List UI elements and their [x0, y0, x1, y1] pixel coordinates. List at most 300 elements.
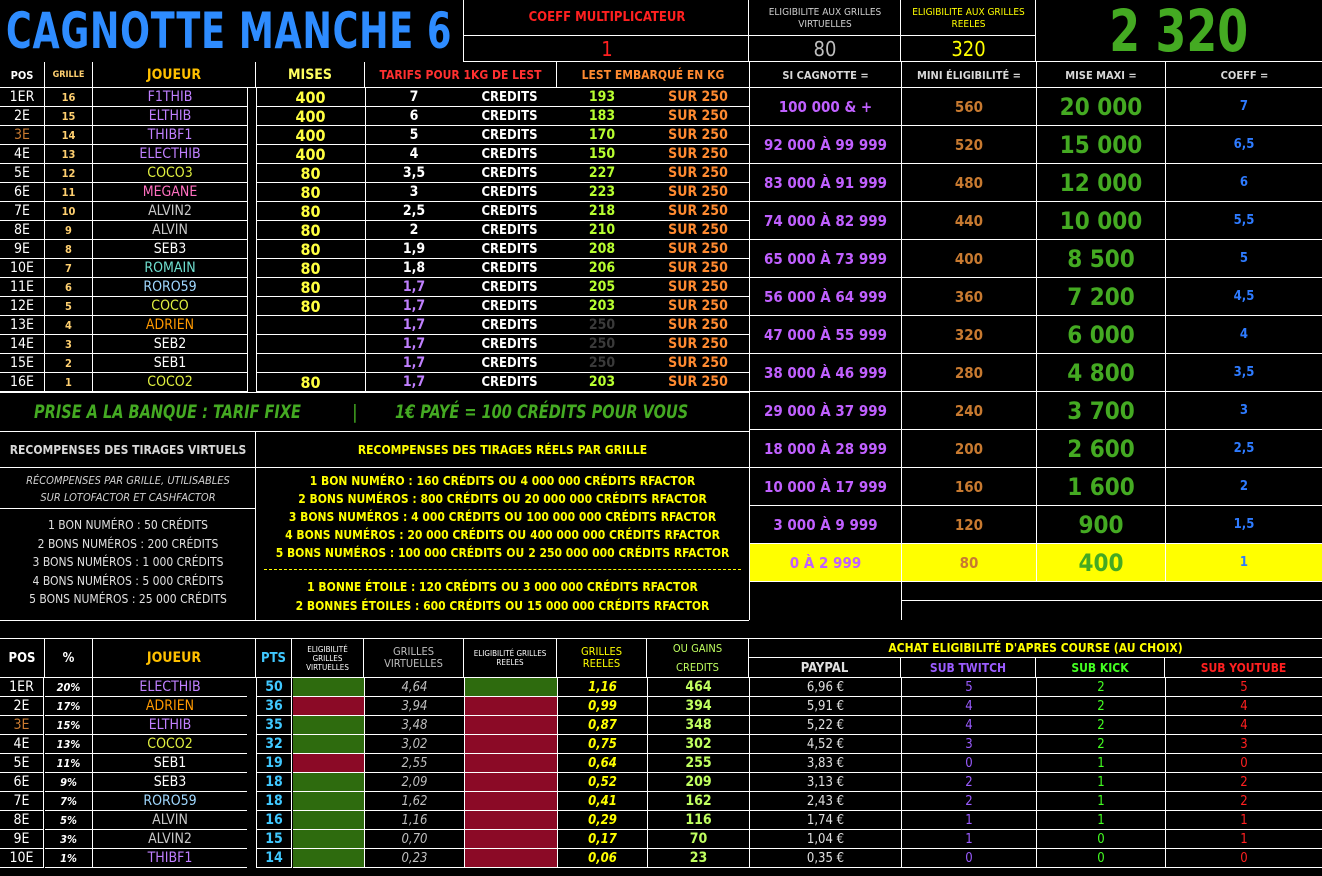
- brow-gain: 464: [647, 678, 749, 697]
- bottom-table-body: [0, 678, 1322, 876]
- row-credits: CREDITS: [462, 126, 557, 145]
- brow-paypal: 5,22 €: [749, 716, 901, 735]
- brow-paypal: 6,96 €: [749, 678, 901, 697]
- range-coeff: 4,5: [1165, 278, 1322, 316]
- row-tarif: 1,9: [366, 240, 462, 259]
- rec-reel-line-ou: OU: [498, 474, 517, 488]
- row-lest: 150: [557, 145, 647, 164]
- row-sur: SUR 250: [647, 221, 749, 240]
- row-mise: 400: [256, 145, 365, 164]
- banque-sep: |: [352, 401, 358, 423]
- brow-twitch: 2: [901, 792, 1036, 811]
- rec-reel-title: RECOMPENSES DES TIRAGES RÉELS PAR GRILLE: [256, 432, 749, 468]
- brow-elig-reel-cell: [464, 811, 557, 830]
- row-credits: CREDITS: [462, 354, 557, 373]
- banque-right: 1€ PAYÉ = 100 CRÉDITS POUR VOUS: [395, 401, 689, 423]
- brow-joueur: SEB3: [93, 773, 247, 792]
- range-mini: 160: [901, 468, 1036, 506]
- range-mini: 480: [901, 164, 1036, 202]
- rec-virt-panel: [0, 432, 256, 620]
- bcol-grilles-reel: [557, 638, 647, 678]
- range-coeff: 6,5: [1165, 126, 1322, 164]
- brow-gr: 0,29: [557, 811, 647, 830]
- rec-reel-line-a: 4 BONS NUMÉROS : 20 000 CRÉDITS: [285, 528, 505, 542]
- range-mini: 200: [901, 430, 1036, 468]
- rec-reel-line-a: 5 BONS NUMÉROS : 100 000 CRÉDITS: [275, 546, 503, 560]
- brow-youtube: 0: [1165, 849, 1322, 868]
- jackpot-amount: [1036, 0, 1322, 62]
- brow-youtube: 0: [1165, 754, 1322, 773]
- range-coeff: 7: [1165, 88, 1322, 126]
- row-pos: 1ER: [0, 88, 44, 107]
- row-tarif: 2: [366, 221, 462, 240]
- row-lest: 227: [557, 164, 647, 183]
- row-joueur: F1THIB: [93, 88, 247, 107]
- jackpot-amount-text: 2 320: [1109, 0, 1249, 62]
- brow-gain: 162: [647, 792, 749, 811]
- row-sur: SUR 250: [647, 240, 749, 259]
- row-sur: SUR 250: [647, 164, 749, 183]
- range-mise: 15 000: [1036, 126, 1165, 164]
- brow-gv: 3,94: [364, 697, 464, 716]
- rec-reel-lines: [256, 472, 749, 568]
- range-mini: 400: [901, 240, 1036, 278]
- row-credits: CREDITS: [462, 240, 557, 259]
- brow-pos: 10E: [0, 849, 44, 868]
- range-cagnotte: 100 000 & +: [749, 88, 901, 126]
- rec-reel-etoile-ou: OU: [505, 599, 524, 613]
- row-sur: SUR 250: [647, 88, 749, 107]
- row-joueur: SEB1: [93, 354, 247, 373]
- row-sur: SUR 250: [647, 202, 749, 221]
- bcol-grilles-virt: [364, 638, 464, 678]
- brow-paypal: 2,43 €: [749, 792, 901, 811]
- row-lest: 206: [557, 259, 647, 278]
- brow-pos: 1ER: [0, 678, 44, 697]
- row-credits: CREDITS: [462, 316, 557, 335]
- row-mise: 400: [256, 107, 365, 126]
- rec-reel-line: [256, 526, 749, 544]
- elig-virt-value: 80: [813, 37, 837, 61]
- brow-youtube: 2: [1165, 773, 1322, 792]
- range-coeff: 4: [1165, 316, 1322, 354]
- brow-pos: 4E: [0, 735, 44, 754]
- row-pos: 3E: [0, 126, 44, 145]
- brow-youtube: 1: [1165, 830, 1322, 849]
- row-pos: 6E: [0, 183, 44, 202]
- bcol-joueur: JOUEUR: [93, 638, 256, 678]
- brow-elig-reel-cell: [464, 849, 557, 868]
- row-tarif: 1,7: [366, 373, 462, 392]
- brow-pct: 17%: [45, 697, 93, 716]
- brow-gr: 1,16: [557, 678, 647, 697]
- brow-twitch: 1: [901, 811, 1036, 830]
- row-tarif: 1,7: [366, 316, 462, 335]
- row-mise: [256, 354, 365, 373]
- range-mini: 560: [901, 88, 1036, 126]
- row-grille: 6: [45, 278, 92, 297]
- brow-pts: 19: [256, 754, 292, 773]
- rec-reel-etoile-b: 3 000 000 CRÉDITS RFACTOR: [523, 580, 698, 594]
- range-mini: 520: [901, 126, 1036, 164]
- range-coeff: 5: [1165, 240, 1322, 278]
- elig-virt-label-text: ELIGIBILITE AUX GRILLES VIRTUELLES: [768, 7, 882, 30]
- elig-reel-value: 320: [951, 37, 986, 61]
- row-grille: 12: [45, 164, 92, 183]
- range-cagnotte: 0 À 2 999: [749, 544, 901, 582]
- row-mise: 80: [256, 240, 365, 259]
- row-mise: 80: [256, 183, 365, 202]
- brow-pos: 2E: [0, 697, 44, 716]
- range-mise: 12 000: [1036, 164, 1165, 202]
- bcol-elig-reel: [464, 638, 557, 678]
- brow-paypal: 5,91 €: [749, 697, 901, 716]
- brow-kick: 0: [1036, 849, 1165, 868]
- row-credits: CREDITS: [462, 278, 557, 297]
- rec-reel-etoile-ou: OU: [501, 580, 520, 594]
- col-coeff: COEFF =: [1220, 68, 1269, 82]
- range-mini: 240: [901, 392, 1036, 430]
- row-joueur: ELTHIB: [93, 107, 247, 126]
- row-mise: 80: [256, 373, 365, 392]
- row-credits: CREDITS: [462, 297, 557, 316]
- row-grille: 11: [45, 183, 92, 202]
- brow-twitch: 3: [901, 735, 1036, 754]
- row-mise: 400: [256, 126, 365, 145]
- row-sur: SUR 250: [647, 297, 749, 316]
- range-mise: 400: [1036, 544, 1165, 582]
- coeff-value: 1: [601, 37, 613, 61]
- rec-reel-etoile: [256, 597, 749, 615]
- row-joueur: RORO59: [93, 278, 247, 297]
- range-mise: 10 000: [1036, 202, 1165, 240]
- row-joueur: ALVIN2: [93, 202, 247, 221]
- row-sur: SUR 250: [647, 183, 749, 202]
- row-grille: 15: [45, 107, 92, 126]
- brow-youtube: 3: [1165, 735, 1322, 754]
- bcol-youtube: SUB YOUTUBE: [1200, 661, 1287, 675]
- brow-gain: 255: [647, 754, 749, 773]
- bottom-table-header: [0, 638, 1322, 678]
- brow-gv: 3,48: [364, 716, 464, 735]
- row-grille: 7: [45, 259, 92, 278]
- col-cagnotte: SI CAGNOTTE =: [750, 62, 902, 88]
- row-credits: CREDITS: [462, 202, 557, 221]
- row-lest: 250: [557, 316, 647, 335]
- row-tarif: 6: [366, 107, 462, 126]
- rec-reel-panel: [256, 432, 749, 620]
- row-pos: 15E: [0, 354, 44, 373]
- brow-elig-reel-cell: [464, 716, 557, 735]
- row-lest: 210: [557, 221, 647, 240]
- row-joueur: SEB2: [93, 335, 247, 354]
- page-title: [6, 0, 462, 62]
- brow-elig-reel-cell: [464, 735, 557, 754]
- row-pos: 4E: [0, 145, 44, 164]
- range-coeff: 2,5: [1165, 430, 1322, 468]
- bcol-pos: POS: [0, 638, 45, 678]
- page-title-text: CAGNOTTE MANCHE 6: [6, 2, 453, 60]
- row-grille: 9: [45, 221, 92, 240]
- elig-reel-label: [901, 3, 1036, 35]
- range-coeff: 1: [1165, 544, 1322, 582]
- brow-youtube: 4: [1165, 716, 1322, 735]
- row-joueur: ROMAIN: [93, 259, 247, 278]
- brow-paypal: 4,52 €: [749, 735, 901, 754]
- row-lest: 183: [557, 107, 647, 126]
- row-sur: SUR 250: [647, 316, 749, 335]
- brow-pct: 20%: [45, 678, 93, 697]
- row-grille: 13: [45, 145, 92, 164]
- rec-reel-line: [256, 544, 749, 562]
- brow-pos: 7E: [0, 792, 44, 811]
- brow-gv: 2,55: [364, 754, 464, 773]
- brow-pos: 5E: [0, 754, 44, 773]
- row-joueur: COCO3: [93, 164, 247, 183]
- row-grille: 14: [45, 126, 92, 145]
- brow-pts: 16: [256, 811, 292, 830]
- range-mini: 440: [901, 202, 1036, 240]
- row-sur: SUR 250: [647, 259, 749, 278]
- row-pos: 11E: [0, 278, 44, 297]
- brow-gain: 302: [647, 735, 749, 754]
- row-credits: CREDITS: [462, 88, 557, 107]
- brow-gv: 4,64: [364, 678, 464, 697]
- brow-kick: 1: [1036, 754, 1165, 773]
- row-tarif: 3: [366, 183, 462, 202]
- row-grille: 16: [45, 88, 92, 107]
- row-credits: CREDITS: [462, 107, 557, 126]
- rec-reel-divider: [264, 569, 741, 570]
- rec-reel-line-b: 4 000 000 CRÉDITS RFACTOR: [520, 474, 696, 488]
- rec-reel-line-a: 3 BONS NUMÉROS : 4 000 CRÉDITS: [288, 510, 501, 524]
- row-pos: 8E: [0, 221, 44, 240]
- brow-gv: 0,23: [364, 849, 464, 868]
- brow-gr: 0,17: [557, 830, 647, 849]
- brow-gain: 116: [647, 811, 749, 830]
- brow-kick: 1: [1036, 811, 1165, 830]
- bcol-kick: SUB KICK: [1036, 658, 1165, 678]
- brow-kick: 2: [1036, 735, 1165, 754]
- col-joueur: JOUEUR: [93, 62, 256, 88]
- row-tarif: 1,8: [366, 259, 462, 278]
- range-mise: 20 000: [1036, 88, 1165, 126]
- brow-elig-virt-cell: [293, 678, 364, 697]
- brow-joueur: RORO59: [93, 792, 247, 811]
- brow-kick: 2: [1036, 678, 1165, 697]
- range-mise: 2 600: [1036, 430, 1165, 468]
- brow-gr: 0,41: [557, 792, 647, 811]
- row-pos: 7E: [0, 202, 44, 221]
- row-pos: 14E: [0, 335, 44, 354]
- bcol-pct: %: [45, 638, 93, 678]
- row-sur: SUR 250: [647, 107, 749, 126]
- brow-pos: 9E: [0, 830, 44, 849]
- brow-joueur: COCO2: [93, 735, 247, 754]
- elig-virt-label: [749, 3, 901, 35]
- brow-pct: 1%: [45, 849, 93, 868]
- brow-pts: 36: [256, 697, 292, 716]
- elig-virt-box: [749, 0, 901, 62]
- row-lest: 250: [557, 354, 647, 373]
- row-pos: 9E: [0, 240, 44, 259]
- coeff-box: [463, 0, 749, 62]
- brow-pts: 18: [256, 792, 292, 811]
- rec-virt-sub1: RÉCOMPENSES PAR GRILLE, UTILISABLES: [26, 473, 230, 487]
- rec-reel-etoile-a: 1 BONNE ÉTOILE : 120 CRÉDITS: [307, 580, 498, 594]
- brow-gr: 0,87: [557, 716, 647, 735]
- rec-reel-line-ou: OU: [506, 546, 525, 560]
- rec-reel-line-b: 400 000 000 CRÉDITS RFACTOR: [530, 528, 720, 542]
- range-mise: 1 600: [1036, 468, 1165, 506]
- brow-elig-virt-cell: [293, 830, 364, 849]
- brow-pts: 18: [256, 773, 292, 792]
- rec-reel-line-b: 100 000 000 CRÉDITS RFACTOR: [526, 510, 717, 524]
- range-cagnotte: 18 000 À 28 999: [749, 430, 901, 468]
- row-pos: 5E: [0, 164, 44, 183]
- row-credits: CREDITS: [462, 164, 557, 183]
- rec-virt-line: 2 BONS NUMÉROS : 200 CRÉDITS: [37, 536, 219, 551]
- brow-pct: 9%: [45, 773, 93, 792]
- range-mini: 360: [901, 278, 1036, 316]
- row-sur: SUR 250: [647, 278, 749, 297]
- coeff-label: COEFF MULTIPLICATEUR: [528, 9, 686, 25]
- row-tarif: 1,7: [366, 278, 462, 297]
- brow-gr: 0,64: [557, 754, 647, 773]
- rec-reel-line: [256, 472, 749, 490]
- row-grille: 2: [45, 354, 92, 373]
- range-cagnotte: 38 000 À 46 999: [749, 354, 901, 392]
- row-lest: 203: [557, 373, 647, 392]
- row-pos: 13E: [0, 316, 44, 335]
- rec-reel-line-a: 2 BONS NUMÉROS : 800 CRÉDITS: [298, 492, 499, 506]
- brow-elig-reel-cell: [464, 830, 557, 849]
- brow-kick: 0: [1036, 830, 1165, 849]
- row-lest: 205: [557, 278, 647, 297]
- row-pos: 2E: [0, 107, 44, 126]
- brow-kick: 2: [1036, 697, 1165, 716]
- brow-pts: 15: [256, 830, 292, 849]
- brow-pct: 5%: [45, 811, 93, 830]
- brow-elig-reel-cell: [464, 678, 557, 697]
- col-mise-maxi: MISE MAXI =: [1037, 62, 1166, 88]
- row-credits: CREDITS: [462, 183, 557, 202]
- range-cagnotte: 10 000 À 17 999: [749, 468, 901, 506]
- row-tarif: 3,5: [366, 164, 462, 183]
- row-tarif: 1,7: [366, 335, 462, 354]
- col-grille: GRILLE: [45, 62, 93, 88]
- right-table-body: [749, 88, 1322, 582]
- range-cagnotte: 92 000 À 99 999: [749, 126, 901, 164]
- brow-twitch: 1: [901, 830, 1036, 849]
- brow-joueur: ADRIEN: [93, 697, 247, 716]
- brow-gain: 394: [647, 697, 749, 716]
- bcol-grilles-reel-text: GRILLES REELES: [580, 645, 623, 670]
- brow-gv: 1,62: [364, 792, 464, 811]
- row-mise: 80: [256, 202, 365, 221]
- range-mise: 900: [1036, 506, 1165, 544]
- range-mise: 3 700: [1036, 392, 1165, 430]
- brow-elig-virt-cell: [293, 849, 364, 868]
- bcol-pts: PTS: [256, 638, 292, 678]
- brow-paypal: 1,74 €: [749, 811, 901, 830]
- row-lest: 208: [557, 240, 647, 259]
- range-coeff: 6: [1165, 164, 1322, 202]
- rec-reel-line: [256, 508, 749, 526]
- rec-virt-sub2: SUR LOTOFACTOR ET CASHFACTOR: [40, 490, 216, 504]
- row-joueur: COCO2: [93, 373, 247, 392]
- row-sur: SUR 250: [647, 354, 749, 373]
- brow-pos: 3E: [0, 716, 44, 735]
- col-mini: MINI ÉLIGIBILITÉ =: [902, 62, 1037, 88]
- brow-paypal: 3,13 €: [749, 773, 901, 792]
- rec-reel-etoile-b: 15 000 000 CRÉDITS RFACTOR: [527, 599, 710, 613]
- brow-youtube: 5: [1165, 678, 1322, 697]
- range-cagnotte: 74 000 À 82 999: [749, 202, 901, 240]
- row-mise: 80: [256, 259, 365, 278]
- rec-reel-line-ou: OU: [504, 510, 523, 524]
- brow-youtube: 1: [1165, 811, 1322, 830]
- col-mises: MISES: [256, 62, 365, 88]
- brow-elig-virt-cell: [293, 811, 364, 830]
- row-joueur: MEGANE: [93, 183, 247, 202]
- row-mise: 80: [256, 164, 365, 183]
- brow-paypal: 1,04 €: [749, 830, 901, 849]
- brow-paypal: 0,35 €: [749, 849, 901, 868]
- brow-elig-virt-cell: [293, 754, 364, 773]
- row-sur: SUR 250: [647, 335, 749, 354]
- brow-joueur: ELTHIB: [93, 716, 247, 735]
- row-mise: [256, 316, 365, 335]
- brow-twitch: 2: [901, 773, 1036, 792]
- row-credits: CREDITS: [462, 373, 557, 392]
- right-empty-1: [901, 582, 1322, 601]
- rec-reel-line-b: 20 000 000 CRÉDITS RFACTOR: [524, 492, 707, 506]
- brow-twitch: 5: [901, 678, 1036, 697]
- rec-virt-line: 4 BONS NUMÉROS : 5 000 CRÉDITS: [32, 573, 224, 588]
- brow-gr: 0,99: [557, 697, 647, 716]
- row-lest: 223: [557, 183, 647, 202]
- row-joueur: ALVIN: [93, 221, 247, 240]
- top-table-body: [0, 88, 749, 392]
- range-coeff: 1,5: [1165, 506, 1322, 544]
- row-mise: 80: [256, 278, 365, 297]
- bcol-gains: [647, 638, 749, 678]
- brow-gr: 0,52: [557, 773, 647, 792]
- range-cagnotte: 47 000 À 55 999: [749, 316, 901, 354]
- brow-kick: 1: [1036, 773, 1165, 792]
- row-credits: CREDITS: [462, 335, 557, 354]
- brow-paypal: 3,83 €: [749, 754, 901, 773]
- row-tarif: 4: [366, 145, 462, 164]
- range-coeff: 3,5: [1165, 354, 1322, 392]
- range-mini: 280: [901, 354, 1036, 392]
- rec-virt-line: 1 BON NUMÉRO : 50 CRÉDITS: [47, 518, 209, 532]
- brow-joueur: ELECTHIB: [93, 678, 247, 697]
- row-mise: 80: [256, 297, 365, 316]
- brow-elig-virt-cell: [293, 716, 364, 735]
- brow-gv: 1,16: [364, 811, 464, 830]
- brow-elig-reel-cell: [464, 754, 557, 773]
- brow-youtube: 4: [1165, 697, 1322, 716]
- brow-pts: 35: [256, 716, 292, 735]
- rec-reel-line-ou: OU: [508, 528, 527, 542]
- range-cagnotte: 83 000 À 91 999: [749, 164, 901, 202]
- brow-elig-reel-cell: [464, 773, 557, 792]
- row-grille: 1: [45, 373, 92, 392]
- row-tarif: 1,7: [366, 297, 462, 316]
- rec-reel-line-ou: OU: [502, 492, 521, 506]
